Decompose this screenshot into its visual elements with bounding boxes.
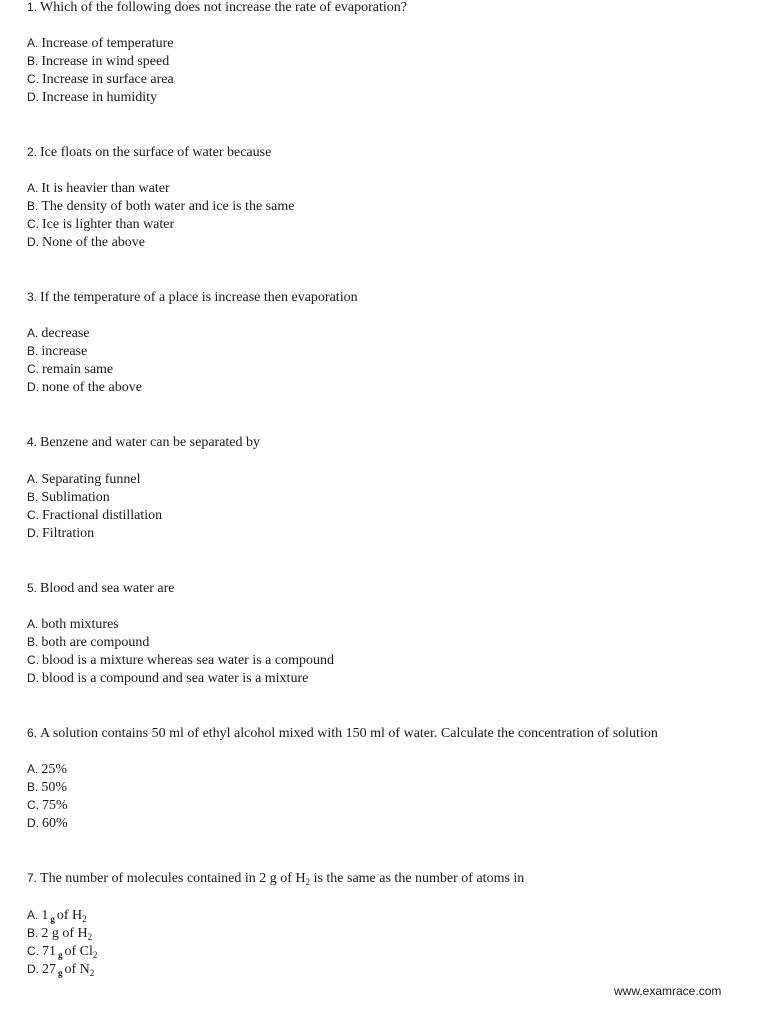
option-label: C. bbox=[27, 217, 39, 231]
option-3d bbox=[27, 378, 142, 397]
option-label: A. bbox=[27, 908, 39, 922]
option-label: D. bbox=[27, 962, 39, 976]
option-3c bbox=[27, 360, 113, 379]
option-text: It is heavier than water bbox=[41, 181, 170, 196]
question-text: Benzene and water can be separated by bbox=[40, 435, 261, 450]
question-text: A solution contains 50 ml of ethyl alcohol mixed with 150 ml of water. Calculate the concentration of solution bbox=[40, 726, 658, 741]
option-1b bbox=[27, 52, 169, 71]
option-label: D. bbox=[27, 671, 39, 685]
option-7d bbox=[27, 960, 94, 982]
option-label: B. bbox=[27, 780, 39, 794]
option-text: decrease bbox=[41, 326, 90, 341]
option-label: A. bbox=[27, 762, 39, 776]
subscript: 2 bbox=[89, 968, 95, 978]
question-4 bbox=[27, 433, 260, 452]
option-5d bbox=[27, 669, 308, 688]
question-1 bbox=[27, 0, 407, 17]
question-6 bbox=[27, 724, 658, 743]
question-text: Ice floats on the surface of water because bbox=[40, 145, 272, 160]
question-text: Blood and sea water are bbox=[40, 581, 175, 596]
option-qty: 27 bbox=[42, 962, 56, 977]
option-2a bbox=[27, 179, 170, 198]
option-label: A. bbox=[27, 326, 39, 340]
option-text: Separating funnel bbox=[41, 472, 141, 487]
option-label: D. bbox=[27, 380, 39, 394]
option-label: B. bbox=[27, 490, 39, 504]
option-text: Increase of temperature bbox=[41, 36, 174, 51]
question-7 bbox=[27, 869, 524, 888]
gram-unit: g bbox=[58, 950, 63, 960]
option-text: blood is a compound and sea water is a mixture bbox=[42, 671, 309, 686]
option-4c bbox=[27, 506, 162, 525]
option-text: 25% bbox=[41, 762, 68, 777]
option-text: both are compound bbox=[41, 635, 150, 650]
option-label: C. bbox=[27, 653, 39, 667]
option-7b bbox=[27, 924, 92, 943]
subscript: 2 bbox=[305, 877, 311, 887]
option-label: D. bbox=[27, 816, 39, 830]
question-number: 5. bbox=[27, 581, 38, 595]
option-6d bbox=[27, 814, 68, 833]
question-3 bbox=[27, 288, 358, 307]
question-number: 3. bbox=[27, 290, 38, 304]
option-text: Increase in wind speed bbox=[41, 54, 170, 69]
subscript: 2 bbox=[82, 914, 87, 924]
option-2d bbox=[27, 233, 145, 252]
option-label: C. bbox=[27, 72, 39, 86]
gram-unit: g bbox=[50, 914, 55, 924]
option-text: None of the above bbox=[42, 235, 146, 250]
option-5b bbox=[27, 633, 149, 652]
footer-url: www.examrace.com bbox=[614, 984, 722, 998]
option-label: C. bbox=[27, 362, 39, 376]
option-text: The density of both water and ice is the same bbox=[41, 199, 295, 214]
option-label: B. bbox=[27, 926, 39, 940]
option-6c bbox=[27, 796, 68, 815]
option-label: A. bbox=[27, 181, 39, 195]
question-number: 1. bbox=[27, 0, 38, 14]
gram-unit: g bbox=[58, 968, 63, 978]
option-4a bbox=[27, 470, 140, 489]
option-6a bbox=[27, 760, 67, 779]
option-label: A. bbox=[27, 36, 39, 50]
question-number: 4. bbox=[27, 435, 38, 449]
option-text: of Cl bbox=[64, 944, 93, 959]
option-3a bbox=[27, 324, 90, 343]
option-text: Sublimation bbox=[41, 490, 110, 505]
option-4d bbox=[27, 524, 94, 543]
option-6b bbox=[27, 778, 67, 797]
option-text: Ice is lighter than water bbox=[42, 217, 175, 232]
question-number: 2. bbox=[27, 145, 38, 159]
option-text: of H bbox=[56, 908, 83, 923]
option-4b bbox=[27, 488, 110, 507]
option-label: C. bbox=[27, 508, 39, 522]
option-label: B. bbox=[27, 54, 39, 68]
option-2c bbox=[27, 215, 174, 234]
option-label: A. bbox=[27, 472, 39, 486]
option-text: Increase in humidity bbox=[42, 90, 158, 105]
option-text: remain same bbox=[42, 362, 114, 377]
question-2 bbox=[27, 143, 271, 162]
option-text: none of the above bbox=[42, 380, 142, 395]
question-number: 7. bbox=[27, 871, 38, 885]
option-qty: 1 bbox=[41, 908, 49, 923]
option-3b bbox=[27, 342, 87, 361]
option-text: of N bbox=[64, 962, 90, 977]
option-text: blood is a mixture whereas sea water is a compound bbox=[42, 653, 334, 668]
option-text: Fractional distillation bbox=[42, 508, 163, 523]
option-label: D. bbox=[27, 526, 39, 540]
option-1c bbox=[27, 70, 174, 89]
question-number: 6. bbox=[27, 726, 38, 740]
option-label: B. bbox=[27, 199, 39, 213]
option-text: Filtration bbox=[42, 526, 95, 541]
option-5a bbox=[27, 615, 119, 634]
option-text: both mixtures bbox=[41, 617, 119, 632]
option-text: 50% bbox=[41, 780, 68, 795]
subscript: 2 bbox=[87, 932, 93, 942]
option-text: 2 g of H bbox=[41, 926, 88, 941]
option-qty: 71 bbox=[42, 944, 56, 959]
option-label: D. bbox=[27, 235, 39, 249]
option-label: B. bbox=[27, 635, 39, 649]
subscript: 2 bbox=[92, 950, 98, 960]
option-label: C. bbox=[27, 798, 39, 812]
option-2b bbox=[27, 197, 294, 216]
option-text: increase bbox=[41, 344, 88, 359]
option-text: 75% bbox=[42, 798, 68, 813]
option-1a bbox=[27, 34, 173, 53]
option-5c bbox=[27, 651, 334, 670]
option-text: 60% bbox=[42, 816, 68, 831]
question-text: Which of the following does not increase the rate of evaporation? bbox=[40, 0, 407, 15]
question-text: The number of molecules contained in 2 g of H bbox=[40, 871, 306, 886]
question-5 bbox=[27, 579, 175, 598]
question-text: If the temperature of a place is increase then evaporation bbox=[40, 290, 358, 305]
option-text: Increase in surface area bbox=[42, 72, 174, 87]
option-1d bbox=[27, 88, 157, 107]
option-label: A. bbox=[27, 617, 39, 631]
option-label: C. bbox=[27, 944, 39, 958]
option-label: B. bbox=[27, 344, 39, 358]
question-text-end: is the same as the number of atoms in bbox=[310, 871, 525, 886]
option-label: D. bbox=[27, 90, 39, 104]
